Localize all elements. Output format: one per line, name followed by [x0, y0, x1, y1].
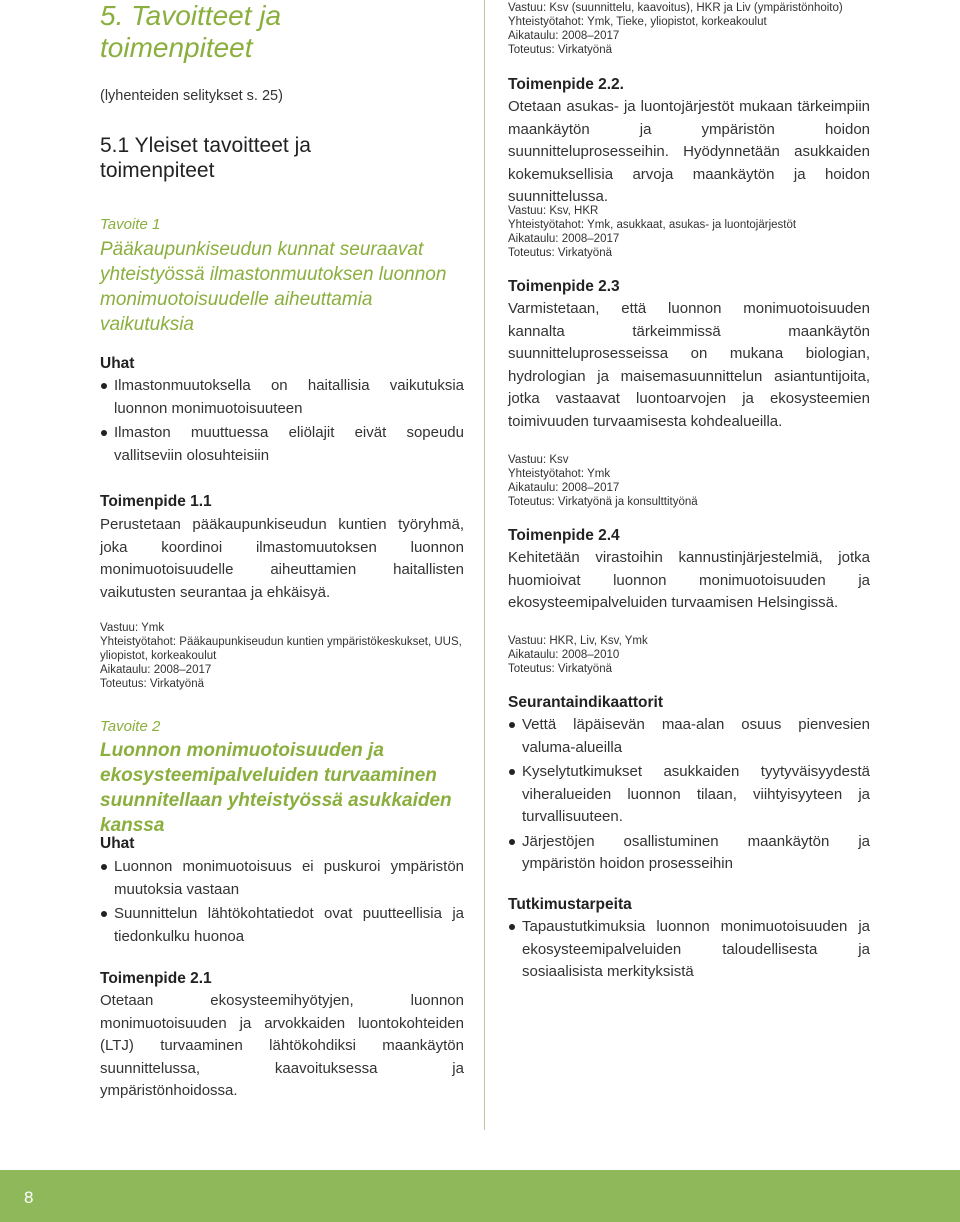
- goal-1-threats-list: [100, 375, 464, 469]
- meta-line: Aikataulu: 2008–2017: [100, 664, 212, 676]
- measure-2-1-meta: [508, 1, 843, 57]
- meta-line: Yhteistyötahot: Ymk: [508, 468, 611, 480]
- indicators-list: [508, 714, 870, 878]
- research-heading: Tutkimustarpeita: [508, 896, 632, 913]
- measure-2-3-heading: Toimenpide 2.3: [508, 278, 620, 295]
- goal-2-threats-heading: Uhat: [100, 835, 135, 852]
- goal-2-threats-list: [100, 856, 464, 950]
- meta-line: Toteutus: Virkatyönä ja konsulttityönä: [508, 496, 698, 508]
- goal-2-title: Luonnon monimuotoisuuden ja ekosysteemipalveluiden turvaaminen suunnitellaan yhteistyössä asukkaiden kanssa: [100, 740, 452, 836]
- meta-line: Yhteistyötahot: Pääkaupunkiseudun kuntien ympäristökeskukset, UUS,: [100, 636, 462, 648]
- measure-2-3-meta: [508, 453, 698, 509]
- page-number: 8: [24, 1188, 34, 1207]
- meta-line: Vastuu: Ksv: [508, 454, 569, 466]
- meta-line: yliopistot, korkeakoulut: [100, 650, 217, 662]
- page-footer: [0, 1170, 960, 1222]
- measure-2-4-meta: [508, 634, 648, 676]
- goal-1-threats-heading: Uhat: [100, 355, 135, 372]
- meta-line: Yhteistyötahot: Ymk, asukkaat, asukas- ja luontojärjestöt: [508, 219, 797, 231]
- meta-line: Yhteistyötahot: Ymk, Tieke, yliopistot, korkeakoulut: [508, 16, 767, 28]
- list-item: Vettä läpäisevän maa-alan osuus pienvesien valuma-alueilla: [508, 714, 870, 759]
- list-item: Tapaustutkimuksia luonnon monimuotoisuuden ja ekosysteemipalveluiden taloudellisesta ja sosiaalisista merkityksistä: [508, 916, 870, 984]
- meta-line: Toteutus: Virkatyönä: [508, 663, 612, 675]
- section-title: 5.1 Yleiset tavoitteet ja toimenpiteet: [100, 134, 311, 182]
- measure-2-2-meta: [508, 204, 796, 260]
- measure-1-1-heading: Toimenpide 1.1: [100, 493, 212, 510]
- measure-2-2-heading: Toimenpide 2.2.: [508, 76, 624, 93]
- meta-line: Aikataulu: 2008–2017: [508, 482, 620, 494]
- meta-line: Vastuu: Ymk: [100, 622, 165, 634]
- meta-line: Vastuu: HKR, Liv, Ksv, Ymk: [508, 635, 648, 647]
- column-divider: [484, 0, 485, 1130]
- measure-2-4-text: Kehitetään virastoihin kannustinjärjestelmiä, jotka huomioivat luonnon monimuotoisuuden ja ekosysteemipalveluiden turvaamisen Helsingissä.: [508, 549, 870, 611]
- research-list: [508, 916, 870, 986]
- meta-line: Aikataulu: 2008–2017: [508, 233, 620, 245]
- list-item: Järjestöjen osallistuminen maankäytön ja ympäristön hoidon prosesseihin: [508, 831, 870, 876]
- meta-line: Aikataulu: 2008–2010: [508, 649, 620, 661]
- measure-2-1-heading: Toimenpide 2.1: [100, 970, 212, 987]
- list-item: Luonnon monimuotoisuus ei puskuroi ympäristön muutoksia vastaan: [100, 856, 464, 901]
- measure-2-3-text: Varmistetaan, että luonnon monimuotoisuuden kannalta tärkeimmissä maankäytön suunnitteluprosesseissa on mukana biologian, hydrologian ja maisemasuunnittelun asiantuntijoita, jotka vastaavat luontoarvojen ja ekosysteemien toimivuuden turvaamisesta kohdealueilla.: [508, 300, 870, 430]
- meta-line: Vastuu: Ksv, HKR: [508, 205, 599, 217]
- goal-1-label: Tavoite 1: [100, 216, 161, 233]
- measure-2-1-text: Otetaan ekosysteemihyötyjen, luonnon monimuotoisuuden ja arvokkaiden luontokohteiden (LTJ) turvaaminen lähtökohdiksi maankäytön suunnittelussa, kaavoituksessa ja ympäristönhoidossa.: [100, 992, 464, 1099]
- list-item: Ilmastonmuutoksella on haitallisia vaikutuksia luonnon monimuotoisuuteen: [100, 375, 464, 420]
- measure-2-4-heading: Toimenpide 2.4: [508, 527, 620, 544]
- goal-2-label: Tavoite 2: [100, 718, 161, 735]
- indicators-heading: Seurantaindikaattorit: [508, 694, 664, 711]
- measure-1-1-text: Perustetaan pääkaupunkiseudun kuntien työryhmä, joka koordinoi ilmastomuutoksen luonnon monimuotoisuudelle aiheuttamien haitallisten vaikutusten seurantaa ja ehkäisyä.: [100, 516, 464, 601]
- goal-1-title: Pääkaupunkiseudun kunnat seuraavat yhteistyössä ilmastonmuutoksen luonnon monimuotoisuudelle aiheuttamia vaikutuksia: [100, 239, 447, 335]
- measure-1-1-meta: [100, 621, 462, 691]
- measure-2-2-text: Otetaan asukas- ja luontojärjestöt mukaan tärkeimpiin maankäytön ja ympäristön hoidon suunnitteluprosesseihin. Hyödynnetään asukkaiden kokemuksellisia arvoja maankäytön ja hoidon suunnittelussa.: [508, 98, 870, 205]
- list-item: Suunnittelun lähtökohtatiedot ovat puutteellisia ja tiedonkulku huonoa: [100, 903, 464, 948]
- list-item: Ilmaston muuttuessa eliölajit eivät sopeudu vallitseviin olosuhteisiin: [100, 422, 464, 467]
- chapter-note: (lyhenteiden selitykset s. 25): [100, 88, 283, 104]
- meta-line: Toteutus: Virkatyönä: [508, 247, 612, 259]
- chapter-title: 5. Tavoitteet ja toimenpiteet: [100, 0, 282, 63]
- meta-line: Toteutus: Virkatyönä: [508, 44, 612, 56]
- meta-line: Aikataulu: 2008–2017: [508, 30, 620, 42]
- list-item: Kyselytutkimukset asukkaiden tyytyväisyydestä viheralueiden luonnon tilaan, viihtyisyyteen ja turvallisuuteen.: [508, 761, 870, 829]
- meta-line: Toteutus: Virkatyönä: [100, 678, 204, 690]
- meta-line: Vastuu: Ksv (suunnittelu, kaavoitus), HKR ja Liv (ympäristönhoito): [508, 2, 843, 14]
